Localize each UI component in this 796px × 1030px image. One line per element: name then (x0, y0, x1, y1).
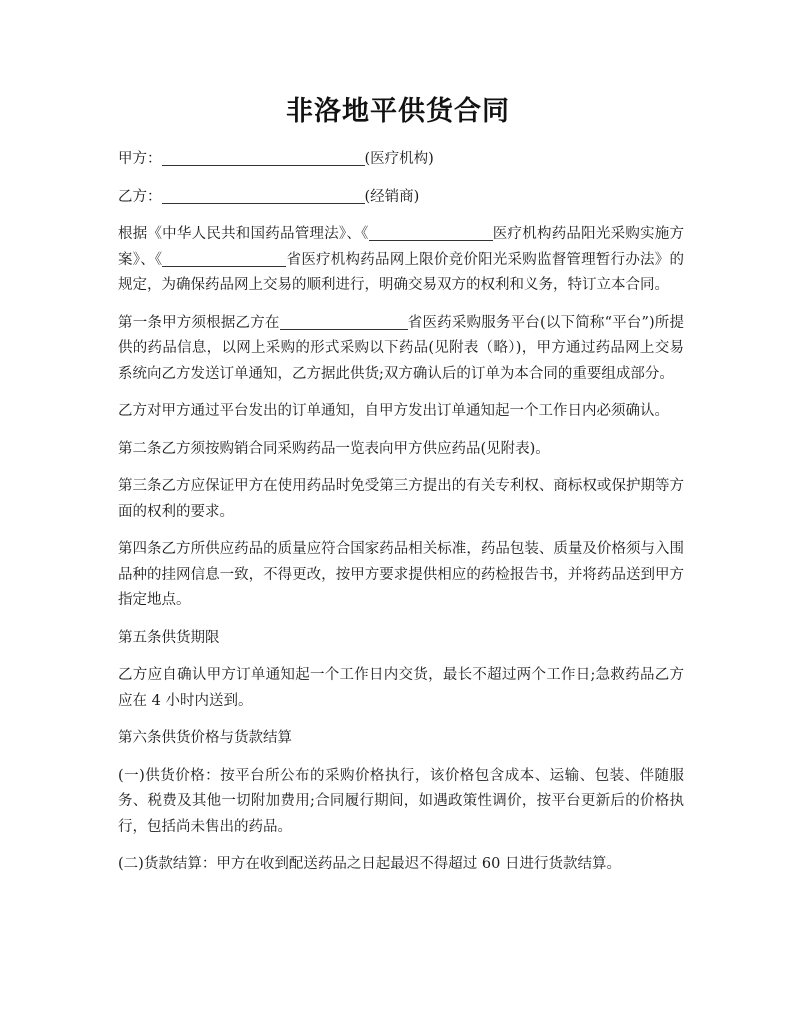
preamble-blank-1 (369, 223, 493, 241)
document-body (118, 147, 684, 890)
preamble-text-1: 根据《中华人民共和国药品管理法》、《 (118, 226, 369, 242)
preamble-text-3: 省医疗机构药品网上限价竞价阳光采购监督管理暂行办法》的规定，为确保药品网上交易的顺利进行，明确交易双方的权利和义务，特订立本合同。 (118, 251, 685, 293)
article-1-paragraph (118, 311, 684, 388)
order-confirmation-paragraph: 乙方对甲方通过平台发出的订单通知，自甲方发出订单通知起一个工作日内必须确认。 (118, 403, 669, 419)
party-b-line (118, 185, 684, 211)
article-2-paragraph: 第二条乙方须按购销合同采购药品一览表向甲方供应药品(见附表)。 (118, 440, 550, 457)
party-b-label: 乙方： (118, 188, 162, 205)
party-b-blank (162, 186, 365, 204)
supply-price-paragraph: (一)供货价格：按平台所公布的采购价格执行，该价格包含成本、运输、包装、伴随服务、税费及其他一切附加费用;合同履行期间，如遇政策性调价，按平台更新后的价格执行，包括尚未售出的药品。 (118, 767, 684, 835)
article-4-paragraph: 第四条乙方所供应药品的质量应符合国家药品相关标准，药品包装、质量及价格须与入围品种的挂网信息一致，不得更改，按甲方要求提供相应的药检报告书，并将药品送到甲方指定地点。 (118, 541, 684, 608)
article-6-heading: 第六条供货价格与货款结算 (118, 730, 292, 746)
document-title: 非洛地平供货合同 (286, 96, 510, 127)
delivery-term-paragraph: 乙方应自确认甲方订单通知起一个工作日内交货，最长不超过两个工作日;急救药品乙方应在 4 小时内送到。 (118, 667, 684, 709)
article-1-text-2: 省医药采购服务平台(以下简称“平台”)所提供的药品信息，以网上采购的形式采购以下药品(见附表（略）)，甲方通过药品网上交易系统向乙方发送订单通知，乙方据此供货;双方确认后的订单为本合同的重要组成部分。 (118, 314, 684, 382)
article-5-heading: 第五条供货期限 (118, 629, 220, 646)
party-a-label: 甲方： (118, 151, 162, 167)
article-1-text-1: 第一条甲方须根据乙方在 (118, 314, 280, 331)
preamble-blank-2 (162, 249, 286, 267)
party-b-suffix: (经销商) (364, 188, 420, 205)
article-3-paragraph: 第三条乙方应保证甲方在使用药品时免受第三方提出的有关专利权、商标权或保护期等方面的权利的要求。 (118, 478, 684, 520)
party-a-line (118, 147, 684, 173)
preamble-text-2: 医疗机构药品阳光采购实施方案》、《 (118, 226, 685, 268)
party-a-suffix: (医疗机构) (364, 151, 434, 167)
payment-settlement-paragraph: (二)货款结算：甲方在收到配送药品之日起最迟不得超过 60 日进行货款结算。 (118, 856, 621, 872)
party-a-blank (162, 148, 365, 166)
article-1-blank (280, 312, 408, 330)
preamble-paragraph (118, 222, 684, 299)
